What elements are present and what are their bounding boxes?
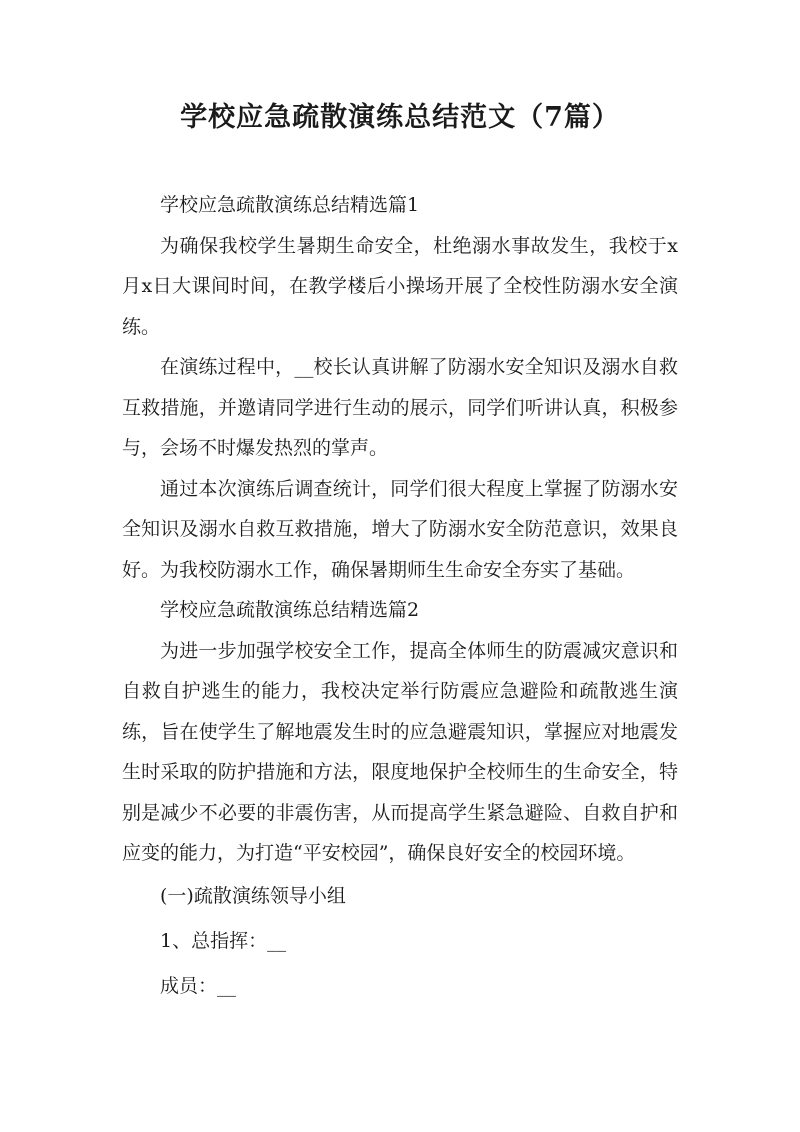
document-body [122, 185, 678, 1009]
paragraph: 为确保我校学生暑期生命安全，杜绝溺水事故发生，我校于x月x日大课间时间，在教学楼后小操场开展了全校性防溺水安全演练。 [122, 234, 678, 338]
list-item: (一)疏散演练领导小组 [160, 884, 346, 907]
document-title: 学校应急疏散演练总结范文（7篇） [180, 102, 620, 133]
paragraph: 在演练过程中，__校长认真讲解了防溺水安全知识及溺水自救互救措施，并邀请同学进行生动的展示，同学们听讲认真，积极参与，会场不时爆发热烈的掌声。 [122, 356, 678, 459]
list-item: 1、总指挥：__ [160, 929, 287, 952]
section-heading: 学校应急疏散演练总结精选篇2 [160, 599, 420, 621]
paragraph: 通过本次演练后调查统计，同学们很大程度上掌握了防溺水安全知识及溺水自救互救措施，增大了防溺水安全防范意识，效果良好。为我校防溺水工作，确保暑期师生生命安全夯实了基础。 [122, 477, 678, 581]
section-heading: 学校应急疏散演练总结精选篇1 [160, 194, 420, 216]
list-item: 成员：__ [160, 974, 237, 997]
paragraph: 为进一步加强学校安全工作，提高全体师生的防震减灾意识和自救自护逃生的能力，我校决定举行防震应急避险和疏散逃生演练，旨在使学生了解地震发生时的应急避震知识，掌握应对地震发生时采取的防护措施和方法，限度地保护全校师生的生命安全，特别是减少不必要的非震伤害，从而提高学生紧急避险、自救自护和应变的能力，为打造“平安校园”，确保良好安全的校园环境。 [122, 639, 678, 864]
